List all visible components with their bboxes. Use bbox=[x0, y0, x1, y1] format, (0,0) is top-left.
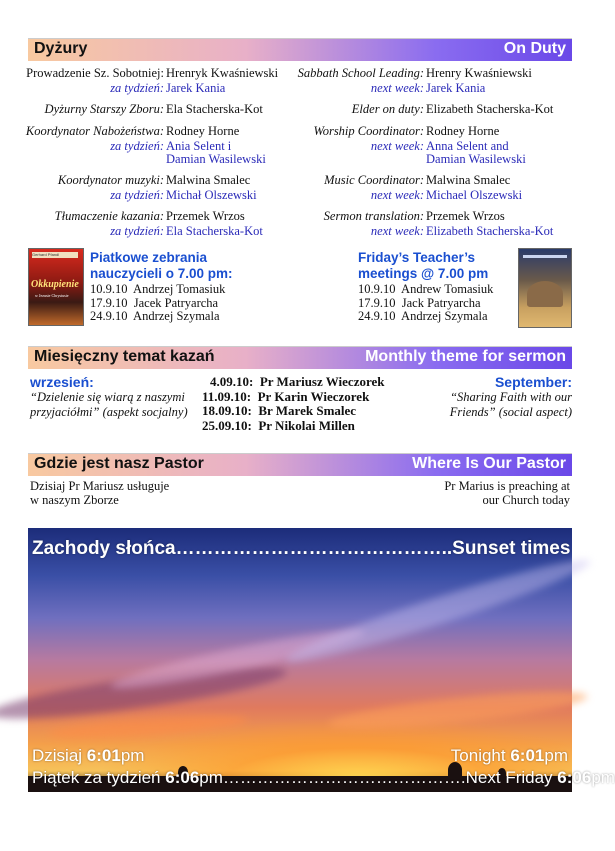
duty-en-label: Sabbath School Leading: bbox=[297, 66, 424, 80]
duty-en-name: Rodney Horne bbox=[426, 124, 500, 138]
pastor-title-pl: Gdzie jest nasz Pastor bbox=[34, 455, 204, 472]
teachers-en-row: 17.9.10 Jack Patryarcha bbox=[358, 295, 481, 310]
duty-pl-name: Ela Stacherska-Kot bbox=[166, 102, 263, 116]
duty-pl-next-name: Ela Stacherska-Kot bbox=[166, 224, 263, 238]
duty-en-name: Malwina Smalec bbox=[426, 173, 511, 187]
sermon-en-theme: “Sharing Faith with our bbox=[450, 390, 572, 404]
duty-pl-next-label: za tydzień: bbox=[110, 188, 164, 202]
duty-en-name: Przemek Wrzos bbox=[426, 209, 505, 223]
book-cover-right-figure bbox=[527, 281, 563, 307]
sermon-pl-month: wrzesień: bbox=[30, 374, 94, 390]
teachers-pl-row: 10.9.10 Andrzej Tomasiuk bbox=[90, 282, 226, 296]
duty-en-name: Elizabeth Stacherska-Kot bbox=[426, 102, 554, 116]
sermon-schedule-row: 11.09.10: Pr Karin Wieczorek bbox=[202, 388, 370, 404]
pastor-en-line: Pr Marius is preaching at bbox=[444, 479, 570, 493]
sermon-schedule bbox=[196, 375, 406, 433]
sermon-schedule-row: 25.09.10: Pr Nikolai Millen bbox=[202, 417, 355, 433]
teachers-en-row: 24.9.10 Andrzej Szymala bbox=[358, 309, 488, 323]
teachers-pl-heading: nauczycieli o 7.00 pm: bbox=[90, 266, 233, 281]
pastor-pl-text bbox=[30, 479, 169, 507]
pastor-title-en: Where Is Our Pastor bbox=[412, 455, 566, 472]
duty-en-next-name: Jarek Kania bbox=[426, 81, 486, 95]
teachers-en-row: 10.9.10 Andrew Tomasiuk bbox=[358, 282, 494, 296]
duty-pl-next-name: Ania Selent i bbox=[166, 139, 232, 153]
sunset-photo bbox=[28, 528, 615, 792]
duty-pl-name: Malwina Smalec bbox=[166, 173, 251, 187]
duty-pl-label: Dyżurny Starszy Zboru: bbox=[44, 102, 164, 116]
duty-en-next-label: next week: bbox=[370, 224, 424, 238]
duty-en-next-label: next week: bbox=[370, 139, 424, 153]
book-cover-left-title: Okkupienie bbox=[31, 279, 79, 290]
book-cover-left bbox=[28, 248, 84, 326]
duty-en-next-label: next week: bbox=[370, 81, 424, 95]
duty-pl-label: Koordynator Nabożeństwa: bbox=[25, 124, 164, 138]
teachers-pl-row: 17.9.10 Jacek Patryarcha bbox=[90, 295, 219, 310]
duty-pl-label: Koordynator muzyki: bbox=[57, 173, 164, 187]
duty-en-name: Hrenry Kwaśniewski bbox=[426, 66, 532, 80]
book-cover-left-author: Gerhard Pfandl bbox=[32, 252, 78, 258]
duty-en-label: Music Coordinator: bbox=[324, 173, 424, 187]
teachers-en-block bbox=[358, 250, 493, 324]
sermon-pl-theme: przyjaciółmi” (aspekt socjalny) bbox=[30, 405, 188, 419]
sermon-en-block bbox=[450, 374, 572, 420]
cloud-streak bbox=[282, 549, 594, 673]
sunset-today-en: Tonight 6:01pm bbox=[450, 746, 568, 765]
duty-title-en: On Duty bbox=[503, 40, 566, 57]
sunset-title: Zachody słońca……………………………………..Sunset times bbox=[32, 538, 571, 559]
sunset-today-pl: Dzisiaj 6:01pm bbox=[32, 746, 145, 765]
sermon-title-pl: Miesięczny temat kazań bbox=[34, 348, 215, 365]
pastor-pl-line: Dzisiaj Pr Mariusz usługuje bbox=[30, 479, 170, 493]
sermon-en-month: September: bbox=[494, 374, 572, 390]
duty-en-next-label: next week: bbox=[370, 188, 424, 202]
duty-en-label: Sermon translation: bbox=[323, 209, 424, 223]
duty-pl-name: Przemek Wrzos bbox=[166, 209, 245, 223]
sermon-pl-theme: “Dzielenie się wiarą z naszymi bbox=[30, 390, 185, 404]
pastor-header-bar bbox=[28, 453, 572, 476]
sermon-header-bar bbox=[28, 346, 572, 369]
duty-en-label: Elder on duty: bbox=[351, 102, 424, 116]
teachers-pl-row: 24.9.10 Andrzej Szymala bbox=[90, 309, 220, 323]
pastor-pl-line: w naszym Zborze bbox=[30, 493, 119, 507]
duty-pl-next-label: za tydzień: bbox=[110, 81, 164, 95]
duty-title-pl: Dyżury bbox=[34, 40, 88, 57]
duty-en-label: Worship Coordinator: bbox=[313, 124, 424, 138]
duty-en-next-name: Elizabeth Stacherska-Kot bbox=[426, 224, 554, 238]
duty-pl-next-label: za tydzień: bbox=[110, 139, 164, 153]
sermon-en-theme: Friends” (social aspect) bbox=[449, 405, 572, 419]
duty-pl-next-name: Michał Olszewski bbox=[166, 188, 257, 202]
sunset-next-row: Piątek za tydzień 6:06pm…………………………………….Next Friday 6:06pm bbox=[32, 768, 615, 787]
teachers-en-heading: Friday’s Teacher’s bbox=[358, 250, 476, 265]
book-cover-right bbox=[518, 248, 572, 328]
sermon-schedule-row: 4.09.10: Pr Mariusz Wieczorek bbox=[210, 374, 385, 389]
duty-en-next-name: Damian Wasilewski bbox=[426, 152, 526, 166]
duty-pl-name: Rodney Horne bbox=[166, 124, 240, 138]
duty-pl-next-label: za tydzień: bbox=[110, 224, 164, 238]
sermon-title-en: Monthly theme for sermon bbox=[365, 348, 566, 365]
book-cover-left-subtitle: w Jezusie Chrystusie bbox=[35, 293, 69, 298]
sermon-schedule-row: 18.09.10: Br Marek Smalec bbox=[202, 403, 357, 418]
sermon-pl-block bbox=[30, 374, 190, 420]
duty-pl-label: Tłumaczenie kazania: bbox=[54, 209, 164, 223]
pastor-en-text bbox=[444, 479, 570, 507]
duty-header-bar bbox=[28, 38, 572, 61]
cloud-streak bbox=[48, 711, 249, 743]
cloud-streak bbox=[327, 684, 588, 735]
duty-pl-next-name: Damian Wasilewski bbox=[166, 152, 266, 166]
duty-pl-name: Hrenryk Kwaśniewski bbox=[166, 66, 279, 80]
duty-pl-next-name: Jarek Kania bbox=[166, 81, 226, 95]
pastor-en-line: our Church today bbox=[482, 493, 570, 507]
duty-en-next-name: Michael Olszewski bbox=[426, 188, 523, 202]
teachers-pl-block bbox=[90, 250, 233, 324]
duty-en-next-name: Anna Selent and bbox=[426, 139, 509, 153]
teachers-pl-heading: Piatkowe zebrania bbox=[90, 250, 208, 265]
teachers-en-heading: meetings @ 7.00 pm bbox=[358, 266, 489, 281]
duty-pl-label: Prowadzenie Sz. Sobotniej: bbox=[26, 66, 164, 80]
